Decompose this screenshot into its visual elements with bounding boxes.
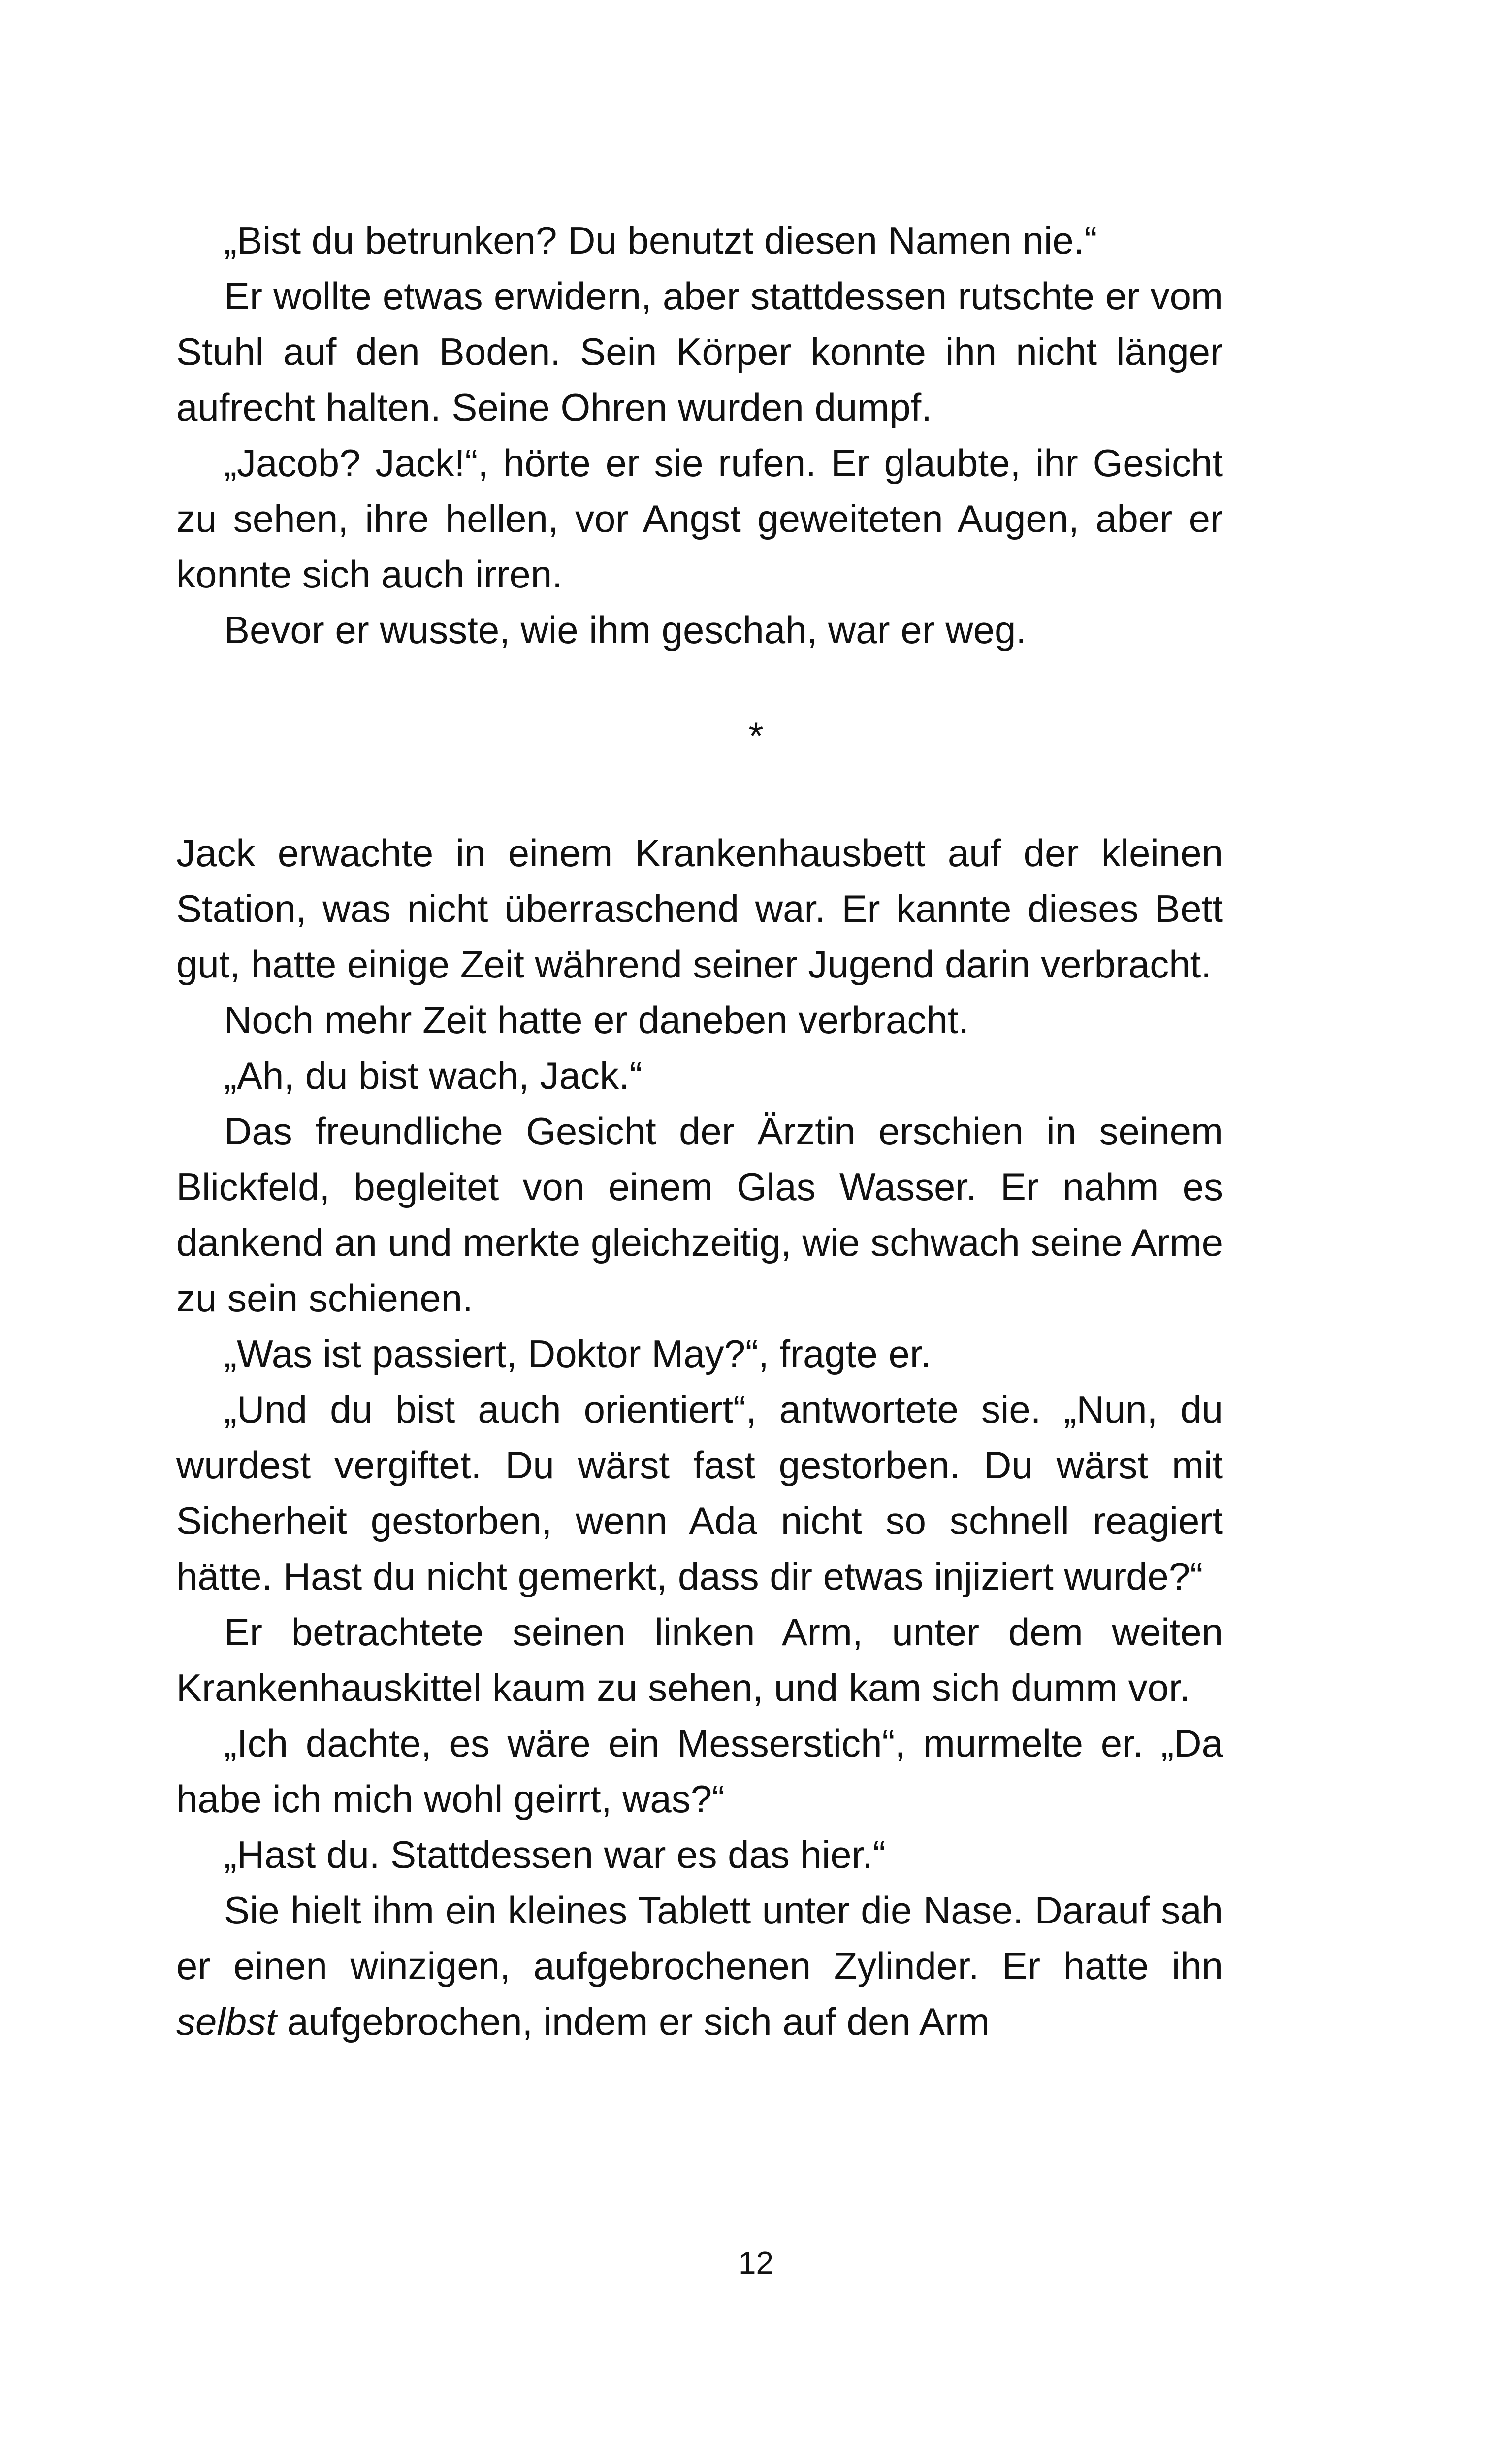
paragraph: Er wollte etwas erwidern, aber stattdessen rutschte er vom Stuhl auf den Boden. Sein Körper konnte ihn nicht länger aufrecht halten. Seine Ohren wurden dumpf. [176,274,1223,429]
text-run: Sie hielt ihm ein kleines Tablett unter die Nase. Darauf sah er einen winzigen, aufgebrochenen Zylinder. Er hatte ihn [176,1889,1223,1987]
paragraph: „Was ist passiert, Doktor May?“, fragte er. [224,1332,932,1375]
paragraph: „Und du bist auch orientiert“, antwortete sie. „Nun, du wurdest vergiftet. Du wärst fast gestorben. Du wärst mit Sicherheit gestorben, wenn Ada nicht so schnell reagiert hätte. Hast du nicht gemerkt, dass dir etwas injiziert wurde?“ [176,1388,1223,1598]
text-section-2 [176,825,1223,2050]
section-separator: * [748,714,764,757]
paragraph: Er betrachtete seinen linken Arm, unter dem weiten Krankenhauskittel kaum zu sehen, und kam sich dumm vor. [176,1610,1223,1709]
paragraph: „Hast du. Stattdessen war es das hier.“ [224,1833,886,1876]
paragraph: Bevor er wusste, wie ihm geschah, war er weg. [224,608,1027,651]
paragraph: Noch mehr Zeit hatte er daneben verbracht. [224,998,969,1042]
emphasis-text: selbst [176,2000,277,2043]
page-number: 12 [738,2245,774,2280]
paragraph: „Ah, du bist wach, Jack.“ [224,1054,643,1097]
text-run: aufgebrochen, indem er sich auf den Arm [276,2000,990,2043]
paragraph: „Jacob? Jack!“, hörte er sie rufen. Er glaubte, ihr Gesicht zu sehen, ihre hellen, vor Angst geweiteten Augen, aber er konnte sich auch irren. [176,441,1223,596]
paragraph: Das freundliche Gesicht der Ärztin erschien in seinem Blickfeld, begleitet von einem Glas Wasser. Er nahm es dankend an und merkte gleichzeitig, wie schwach seine Arme zu sein schienen. [176,1109,1223,1320]
paragraph: „Ich dachte, es wäre ein Messerstich“, murmelte er. „Da habe ich mich wohl geirrt, was?“ [176,1722,1223,1821]
paragraph: „Bist du betrunken? Du benutzt diesen Namen nie.“ [224,219,1097,262]
text-section-1 [176,213,1223,658]
paragraph-last [176,1883,1223,2050]
paragraph: Jack erwachte in einem Krankenhausbett auf der kleinen Station, was nicht überraschend war. Er kannte dieses Bett gut, hatte einige Zeit während seiner Jugend darin verbracht. [176,831,1223,986]
